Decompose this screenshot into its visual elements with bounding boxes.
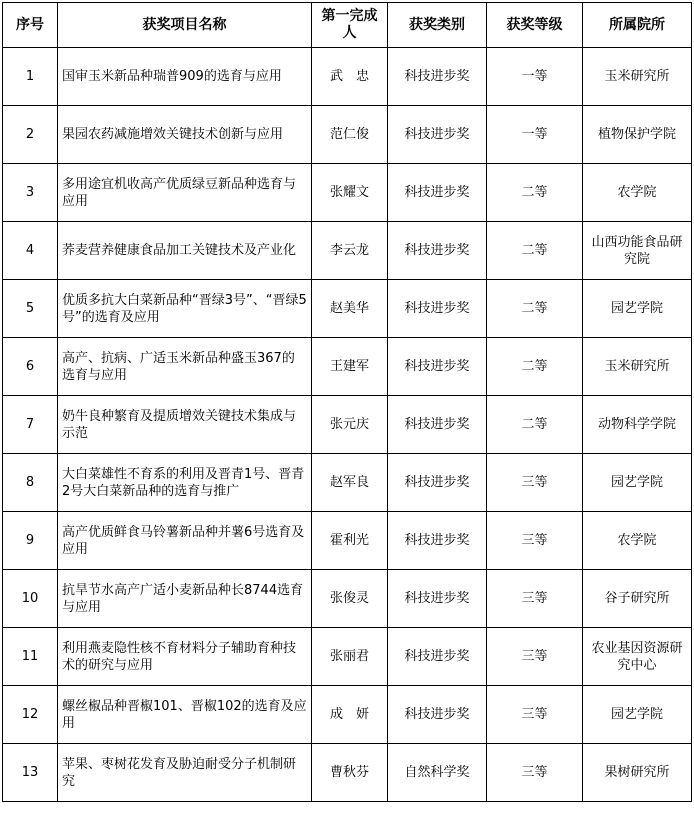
cell-num: 6 xyxy=(3,338,58,396)
header-person: 第一完成人 xyxy=(312,3,388,48)
cell-person: 张元庆 xyxy=(312,396,388,454)
cell-person: 范仁俊 xyxy=(312,106,388,164)
cell-inst: 山西功能食品研究院 xyxy=(583,222,692,280)
cell-type: 科技进步奖 xyxy=(388,338,487,396)
cell-grade: 二等 xyxy=(487,164,583,222)
cell-type: 科技进步奖 xyxy=(388,106,487,164)
cell-grade: 一等 xyxy=(487,106,583,164)
cell-type: 科技进步奖 xyxy=(388,570,487,628)
table-row xyxy=(3,106,692,164)
table-row xyxy=(3,570,692,628)
cell-grade: 三等 xyxy=(487,454,583,512)
cell-num: 3 xyxy=(3,164,58,222)
cell-grade: 三等 xyxy=(487,570,583,628)
table-row xyxy=(3,454,692,512)
cell-inst: 农学院 xyxy=(583,512,692,570)
cell-person: 王建军 xyxy=(312,338,388,396)
cell-person: 张丽君 xyxy=(312,628,388,686)
cell-type: 科技进步奖 xyxy=(388,164,487,222)
cell-person: 赵美华 xyxy=(312,280,388,338)
cell-person: 张俊灵 xyxy=(312,570,388,628)
cell-person: 曹秋芬 xyxy=(312,744,388,802)
cell-name: 国审玉米新品种瑞普909的选育与应用 xyxy=(58,48,312,106)
cell-name: 奶牛良种繁育及提质增效关键技术集成与示范 xyxy=(58,396,312,454)
cell-grade: 二等 xyxy=(487,280,583,338)
table-row xyxy=(3,628,692,686)
cell-type: 科技进步奖 xyxy=(388,48,487,106)
cell-person: 张耀文 xyxy=(312,164,388,222)
cell-name: 高产优质鲜食马铃薯新品种并薯6号选育及应用 xyxy=(58,512,312,570)
cell-num: 11 xyxy=(3,628,58,686)
header-name: 获奖项目名称 xyxy=(58,3,312,48)
table-row xyxy=(3,164,692,222)
cell-grade: 三等 xyxy=(487,628,583,686)
header-type: 获奖类别 xyxy=(388,3,487,48)
cell-type: 科技进步奖 xyxy=(388,628,487,686)
table-row xyxy=(3,396,692,454)
cell-grade: 一等 xyxy=(487,48,583,106)
cell-type: 科技进步奖 xyxy=(388,280,487,338)
cell-num: 9 xyxy=(3,512,58,570)
cell-inst: 果树研究所 xyxy=(583,744,692,802)
header-inst: 所属院所 xyxy=(583,3,692,48)
cell-inst: 园艺学院 xyxy=(583,280,692,338)
cell-num: 12 xyxy=(3,686,58,744)
cell-person: 武 忠 xyxy=(312,48,388,106)
cell-num: 8 xyxy=(3,454,58,512)
cell-num: 2 xyxy=(3,106,58,164)
table-row xyxy=(3,686,692,744)
cell-grade: 二等 xyxy=(487,222,583,280)
cell-inst: 玉米研究所 xyxy=(583,338,692,396)
cell-inst: 园艺学院 xyxy=(583,454,692,512)
cell-type: 科技进步奖 xyxy=(388,454,487,512)
table-row xyxy=(3,48,692,106)
cell-num: 7 xyxy=(3,396,58,454)
cell-grade: 二等 xyxy=(487,338,583,396)
cell-name: 优质多抗大白菜新品种“晋绿3号”、“晋绿5号”的选育及应用 xyxy=(58,280,312,338)
cell-inst: 植物保护学院 xyxy=(583,106,692,164)
cell-inst: 农学院 xyxy=(583,164,692,222)
cell-inst: 园艺学院 xyxy=(583,686,692,744)
header-grade: 获奖等级 xyxy=(487,3,583,48)
cell-inst: 农业基因资源研究中心 xyxy=(583,628,692,686)
cell-num: 1 xyxy=(3,48,58,106)
cell-inst: 谷子研究所 xyxy=(583,570,692,628)
cell-grade: 三等 xyxy=(487,686,583,744)
table-row xyxy=(3,280,692,338)
table-row xyxy=(3,744,692,802)
cell-inst: 动物科学学院 xyxy=(583,396,692,454)
cell-name: 利用燕麦隐性核不育材料分子辅助育种技术的研究与应用 xyxy=(58,628,312,686)
cell-type: 科技进步奖 xyxy=(388,222,487,280)
table-row xyxy=(3,222,692,280)
cell-name: 高产、抗病、广适玉米新品种盛玉367的选育与应用 xyxy=(58,338,312,396)
cell-type: 科技进步奖 xyxy=(388,686,487,744)
cell-name: 多用途宜机收高产优质绿豆新品种选育与应用 xyxy=(58,164,312,222)
cell-type: 科技进步奖 xyxy=(388,512,487,570)
cell-name: 荞麦营养健康食品加工关键技术及产业化 xyxy=(58,222,312,280)
cell-type: 自然科学奖 xyxy=(388,744,487,802)
cell-person: 李云龙 xyxy=(312,222,388,280)
cell-name: 苹果、枣树花发育及胁迫耐受分子机制研究 xyxy=(58,744,312,802)
awards-table xyxy=(2,2,692,802)
cell-person: 赵军良 xyxy=(312,454,388,512)
cell-name: 大白菜雄性不育系的利用及晋青1号、晋青2号大白菜新品种的选育与推广 xyxy=(58,454,312,512)
header-num: 序号 xyxy=(3,3,58,48)
cell-type: 科技进步奖 xyxy=(388,396,487,454)
header-row xyxy=(3,3,692,48)
table-row xyxy=(3,338,692,396)
cell-grade: 三等 xyxy=(487,744,583,802)
cell-name: 螺丝椒品种晋椒101、晋椒102的选育及应用 xyxy=(58,686,312,744)
cell-person: 霍利光 xyxy=(312,512,388,570)
cell-num: 4 xyxy=(3,222,58,280)
cell-name: 抗旱节水高产广适小麦新品种长8744选育与应用 xyxy=(58,570,312,628)
cell-inst: 玉米研究所 xyxy=(583,48,692,106)
cell-grade: 二等 xyxy=(487,396,583,454)
cell-num: 10 xyxy=(3,570,58,628)
table-row xyxy=(3,512,692,570)
cell-name: 果园农药减施增效关键技术创新与应用 xyxy=(58,106,312,164)
cell-num: 13 xyxy=(3,744,58,802)
cell-person: 成 妍 xyxy=(312,686,388,744)
cell-grade: 三等 xyxy=(487,512,583,570)
cell-num: 5 xyxy=(3,280,58,338)
